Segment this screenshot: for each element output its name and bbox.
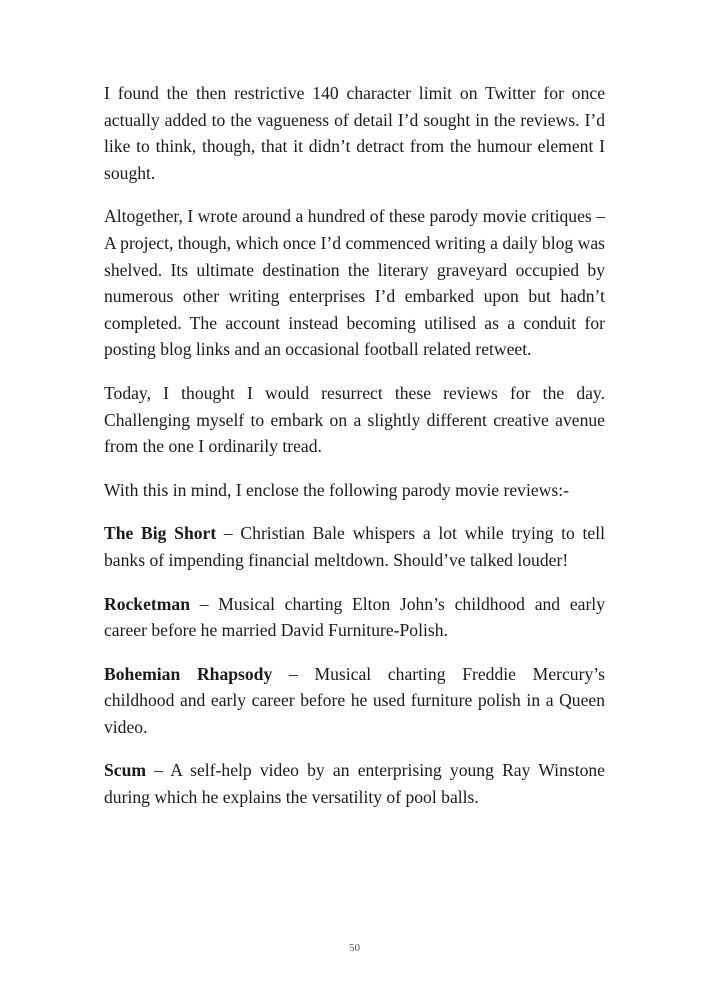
review-title: Scum [104,760,147,781]
review-bohemian-rhapsody [104,661,605,741]
body-text [104,80,605,828]
review-title: Rocketman [104,593,191,614]
review-text: – A self-help video by an enterprising young Ray Winstone during which he explains the versatility of pool balls. [104,760,605,808]
paragraph-today: Today, I thought I would resurrect these reviews for the day. Challenging myself to embark on a slightly different creative avenue from the one I ordinarily tread. [104,382,605,457]
review-title: Bohemian Rhapsody [104,663,273,684]
review-text: – Musical charting Elton John’s childhood and early career before he married David Furniture-Polish. [104,593,605,641]
review-scum [104,757,605,810]
page-number: 50 [349,942,360,954]
review-rocketman [104,591,605,644]
paragraph-altogether: Altogether, I wrote around a hundred of these parody movie critiques – A project, though, which once I’d commenced writing a daily blog was shelved. Its ultimate destination the literary graveyard occupied by numerous other writing enterprises I’d embarked upon but hadn’t completed. The account instead becoming utilised as a conduit for posting blog links and an occasional football related retweet. [104,206,605,360]
review-text: – Christian Bale whispers a lot while trying to tell banks of impending financial meltdown. Should’ve talked louder! [104,523,605,570]
review-text: – Musical charting Freddie Mercury’s childhood and early career before he used furniture polish in a Queen video. [104,663,605,737]
review-big-short [104,520,605,573]
paragraph-twitter-limit: I found the then restrictive 140 character limit on Twitter for once actually added to the vagueness of detail I’d sought in the reviews. I’d like to think, though, that it didn’t detract from the humour element I sought. [104,83,605,183]
review-title: The Big Short [104,523,217,544]
paragraph-intro-reviews: With this in mind, I enclose the following parody movie reviews:- [104,479,569,500]
